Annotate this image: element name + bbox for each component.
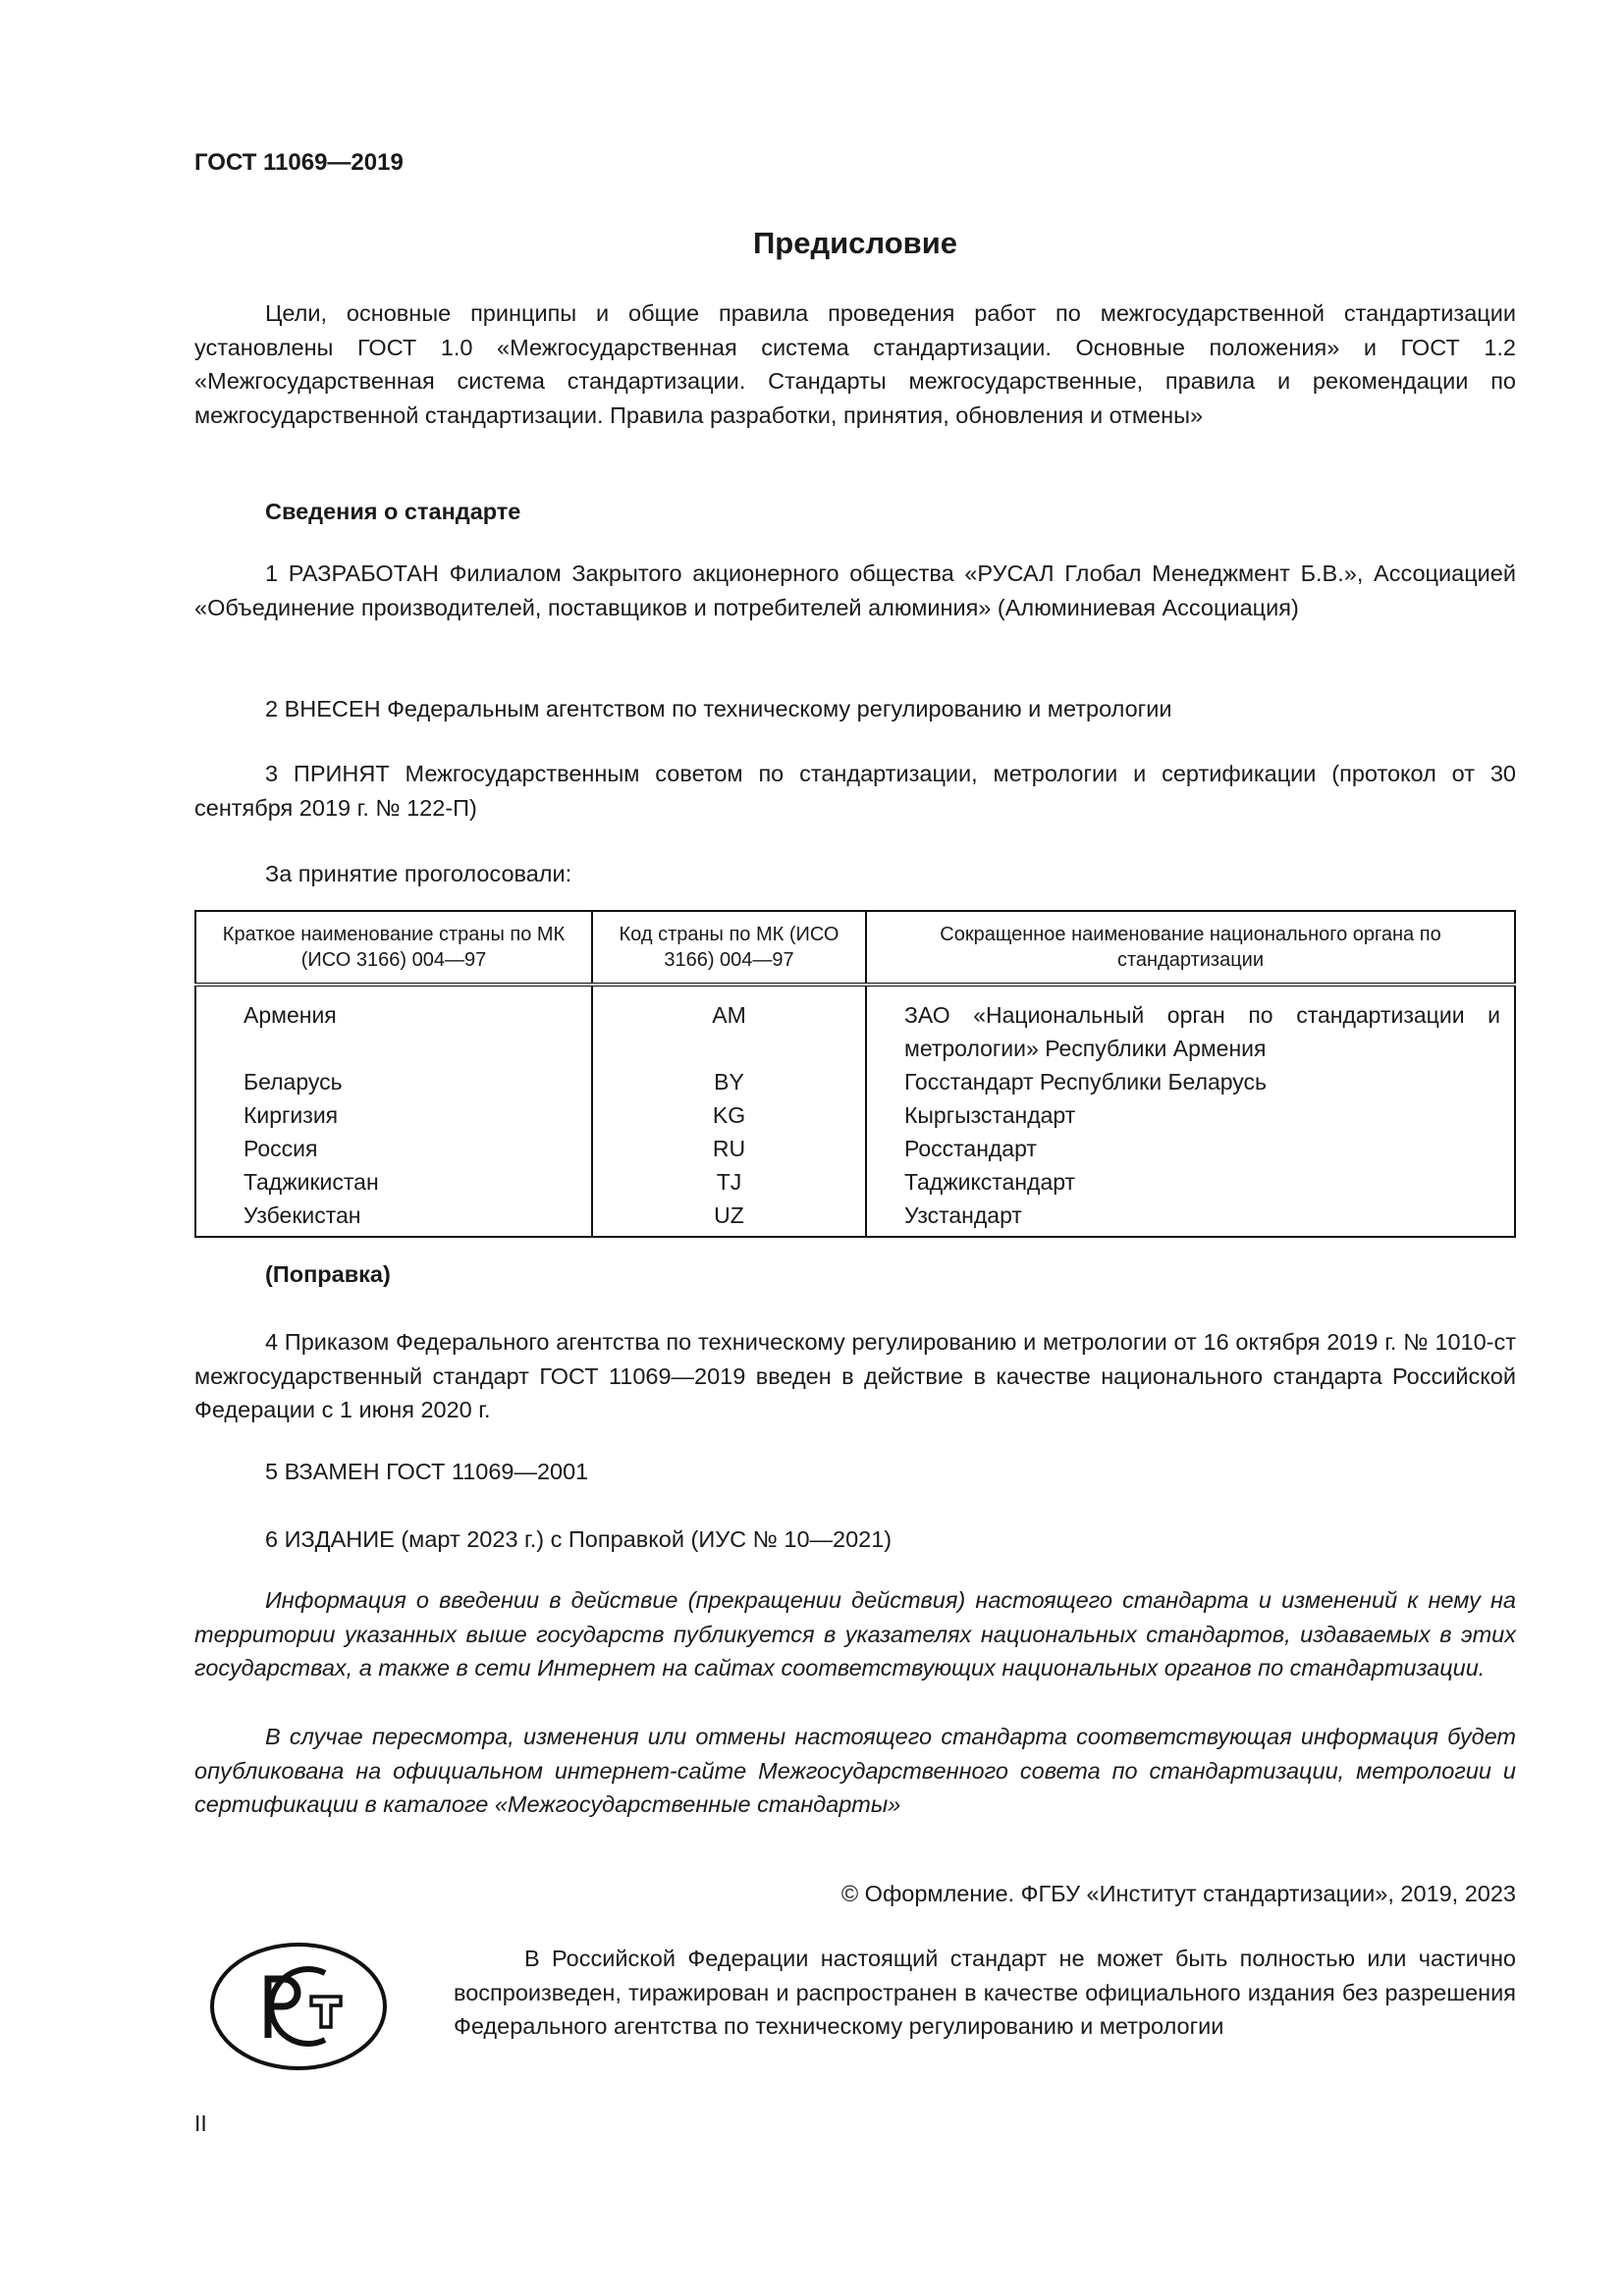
cell-country: Армения [195,985,592,1065]
cell-body: Росстандарт [866,1132,1515,1165]
item-3: 3 ПРИНЯТ Межгосударственным советом по стандартизации, метрологии и сертификации (протокол от 30 сентября 2019 г. № 122-П) [194,761,1516,821]
cell-code: AM [592,985,866,1065]
page-title: Предисловие [752,226,957,260]
intro-paragraph: Цели, основные принципы и общие правила проведения работ по межгосударственной стандартизации установлены ГОСТ 1.0 «Межгосударственная система стандартизации. Основные положения» и ГОСТ 1.2 «Межгосударственная система стандартизации. Стандарты межгосударственные, правила и рекомендации по межгосударственной стандартизации. Правила разработки, принятия, обновления и отмены» [194,300,1516,428]
amendment-label: (Поправка) [265,1261,391,1287]
copyright: © Оформление. ФГБУ «Институт стандартизации», 2019, 2023 [840,1881,1516,1906]
cell-code: RU [592,1132,866,1165]
document-header: ГОСТ 11069—2019 [194,149,404,176]
col-header-body: Сокращенное наименование национального органа по стандартизации [866,911,1515,985]
col-header-code: Код страны по МК (ИСО 3166) 004—97 [592,911,866,985]
table-row [195,1165,1515,1199]
cell-body: Таджикстандарт [866,1165,1515,1199]
vote-label: За принятие проголосовали: [265,861,572,886]
rights-notice: В Российской Федерации настоящий стандарт не может быть полностью или частично воспроизведен, тиражирован и распространен в качестве официального издания без разрешения Федерального агентства по техническому регулированию и метрологии [454,1946,1516,2039]
table-row [195,1065,1515,1098]
cell-body: Кыргызстандарт [866,1098,1515,1132]
table-row [195,1098,1515,1132]
cell-body: Узстандарт [866,1199,1515,1237]
info-heading: Сведения о стандарте [265,499,521,524]
item-4: 4 Приказом Федерального агентства по техническому регулированию и метрологии от 16 октября 2019 г. № 1010-ст межгосударственный стандарт ГОСТ 11069—2019 введен в действие в качестве национального стандарта Российской Федерации с 1 июня 2020 г. [194,1329,1516,1422]
table-row [195,985,1515,1065]
item-2: 2 ВНЕСЕН Федеральным агентством по техническому регулированию и метрологии [265,696,1172,721]
rst-logo [209,1942,388,2076]
cell-country: Таджикистан [195,1165,592,1199]
item-1: 1 РАЗРАБОТАН Филиалом Закрытого акционерного общества «РУСАЛ Глобал Менеджмент Б.В.», Ассоциацией «Объединение производителей, поставщиков и потребителей алюминия» (Алюминиевая Ассоциация) [194,561,1516,620]
table-row [195,1199,1515,1237]
item-5: 5 ВЗАМЕН ГОСТ 11069—2001 [265,1459,589,1484]
item-6: 6 ИЗДАНИЕ (март 2023 г.) с Поправкой (ИУС № 10—2021) [265,1526,893,1552]
note-2: В случае пересмотра, изменения или отмены настоящего стандарта соответствующая информация будет опубликована на официальном интернет-сайте Межгосударственного совета по стандартизации, метрологии и сертификации в каталоге «Межгосударственные стандарты» [194,1724,1516,1817]
cell-country: Узбекистан [195,1199,592,1237]
cell-country: Киргизия [195,1098,592,1132]
col-header-country: Краткое наименование страны по МК (ИСО 3166) 004—97 [195,911,592,985]
cell-code: KG [592,1098,866,1132]
cell-body: Госстандарт Республики Беларусь [866,1065,1515,1098]
cell-country: Беларусь [195,1065,592,1098]
table-row [195,1132,1515,1165]
cell-code: UZ [592,1199,866,1237]
page-number: II [194,2110,207,2136]
voting-table [194,910,1516,1238]
note-1: Информация о введении в действие (прекращении действия) настоящего стандарта и изменений к нему на территории указанных выше государств публикуется в указателях национальных стандартов, издаваемых в этих государствах, а также в сети Интернет на сайтах соответствующих национальных органов по стандартизации. [194,1587,1516,1681]
cell-country: Россия [195,1132,592,1165]
cell-code: BY [592,1065,866,1098]
cell-code: TJ [592,1165,866,1199]
cell-body: ЗАО «Национальный орган по стандартизации и метрологии» Республики Армения [866,985,1515,1065]
